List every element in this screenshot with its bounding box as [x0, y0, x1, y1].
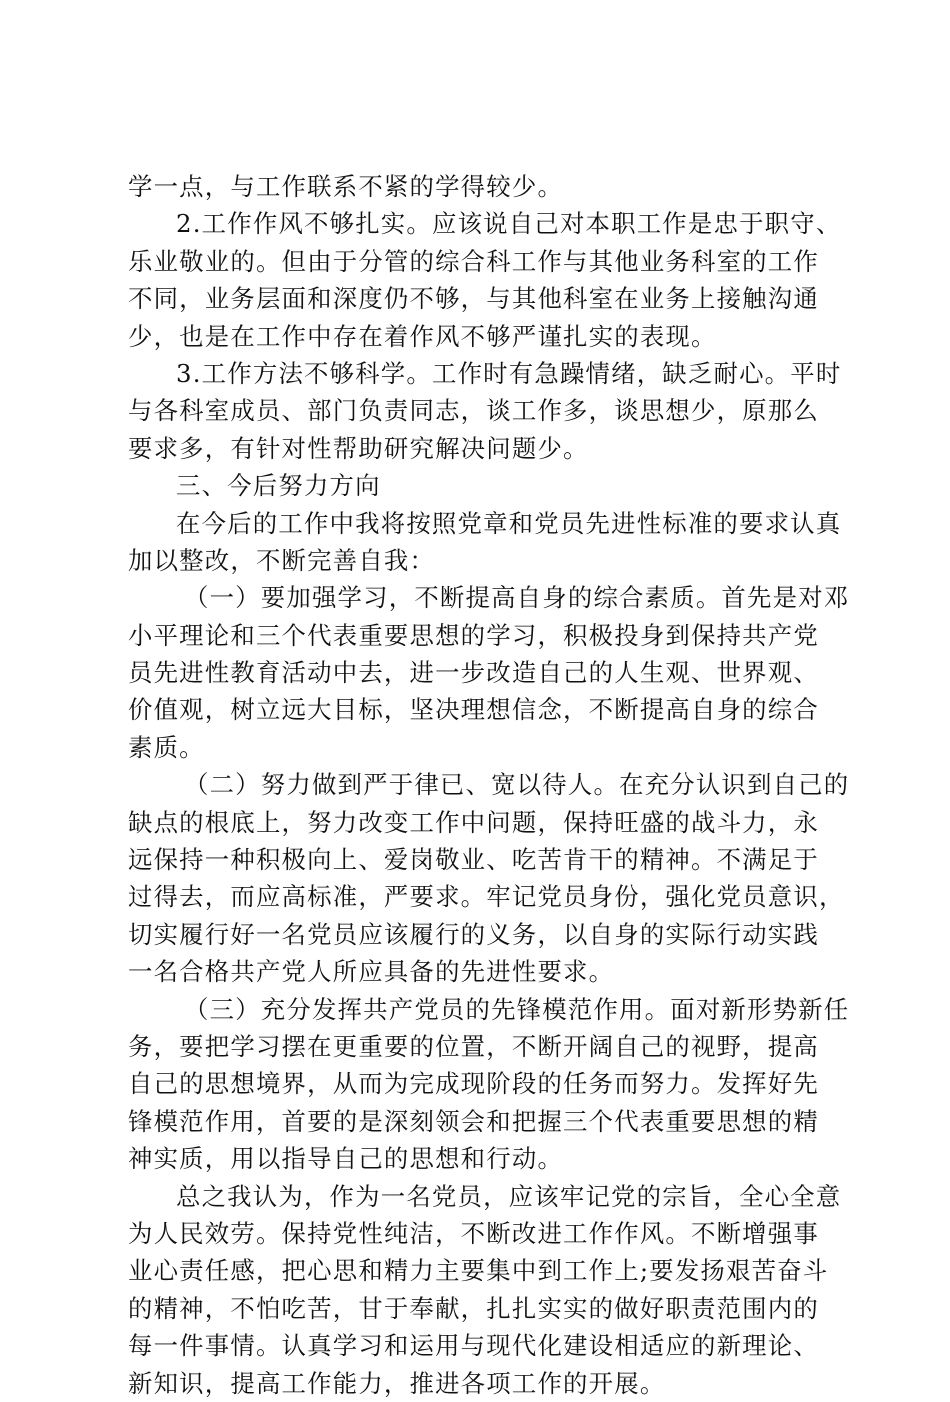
text-line: 远保持一种积极向上、爱岗敬业、吃苦肯干的精神。不满足于 [128, 845, 819, 875]
text-line: 2.工作作风不够扎实。应该说自己对本职工作是忠于职守、 [176, 209, 842, 239]
text-line: 神实质，用以指导自己的思想和行动。 [128, 1144, 564, 1174]
text-line: 业心责任感，把心思和精力主要集中到工作上;要发扬艰苦奋斗 [128, 1256, 829, 1286]
text-line: 自己的思想境界，从而为完成现阶段的任务而努力。发挥好先 [128, 1069, 819, 1099]
text-line: 锋模范作用，首要的是深刻领会和把握三个代表重要思想的精 [128, 1106, 819, 1136]
text-line: 员先进性教育活动中去，进一步改造自己的人生观、世界观、 [128, 658, 819, 688]
text-line: 总之我认为，作为一名党员，应该牢记党的宗旨，全心全意 [176, 1181, 842, 1211]
text-line: 为人民效劳。保持党性纯洁，不断改进工作作风。不断增强事 [128, 1218, 819, 1248]
text-line: 与各科室成员、部门负责同志，谈工作多，谈思想少，原那么 [128, 396, 819, 426]
text-line: 价值观，树立远大目标，坚决理想信念，不断提高自身的综合 [128, 695, 819, 725]
text-line: 切实履行好一名党员应该履行的义务，以自身的实际行动实践 [128, 919, 819, 949]
text-line: 在今后的工作中我将按照党章和党员先进性标准的要求认真 [176, 508, 842, 538]
text-line: 缺点的根底上，努力改变工作中问题，保持旺盛的战斗力，永 [128, 807, 819, 837]
text-line: （二）努力做到严于律已、宽以待人。在充分认识到自己的 [184, 770, 850, 800]
text-line: 新知识，提高工作能力，推进各项工作的开展。 [128, 1368, 666, 1398]
text-line: 务，要把学习摆在更重要的位置，不断开阔自己的视野，提高 [128, 1031, 819, 1061]
text-line: 一名合格共产党人所应具备的先进性要求。 [128, 957, 615, 987]
text-line: （三）充分发挥共产党员的先锋模范作用。面对新形势新任 [184, 994, 850, 1024]
text-line: （一）要加强学习，不断提高自身的综合素质。首先是对邓 [184, 583, 850, 613]
text-line: 的精神，不怕吃苦，甘于奉献，扎扎实实的做好职责范围内的 [128, 1293, 819, 1323]
text-line: 三、今后努力方向 [176, 471, 381, 501]
text-line: 不同，业务层面和深度仍不够，与其他科室在业务上接触沟通 [128, 284, 819, 314]
text-line: 要求多，有针对性帮助研究解决问题少。 [128, 433, 589, 463]
text-line: 每一件事情。认真学习和运用与现代化建设相适应的新理论、 [128, 1331, 819, 1361]
text-line: 学一点，与工作联系不紧的学得较少。 [128, 172, 564, 201]
text-line: 乐业敬业的。但由于分管的综合科工作与其他业务科室的工作 [128, 246, 819, 276]
text-line: 加以整改，不断完善自我： [128, 545, 436, 575]
text-line: 过得去，而应高标准，严要求。牢记党员身份，强化党员意识， [128, 882, 845, 912]
text-line: 3.工作方法不够科学。工作时有急躁情绪，缺乏耐心。平时 [176, 358, 842, 388]
text-line: 少，也是在工作中存在着作风不够严谨扎实的表现。 [128, 321, 717, 351]
text-line: 小平理论和三个代表重要思想的学习，积极投身到保持共产党 [128, 620, 819, 650]
document-body [128, 168, 850, 1402]
text-line: 素质。 [128, 732, 205, 762]
